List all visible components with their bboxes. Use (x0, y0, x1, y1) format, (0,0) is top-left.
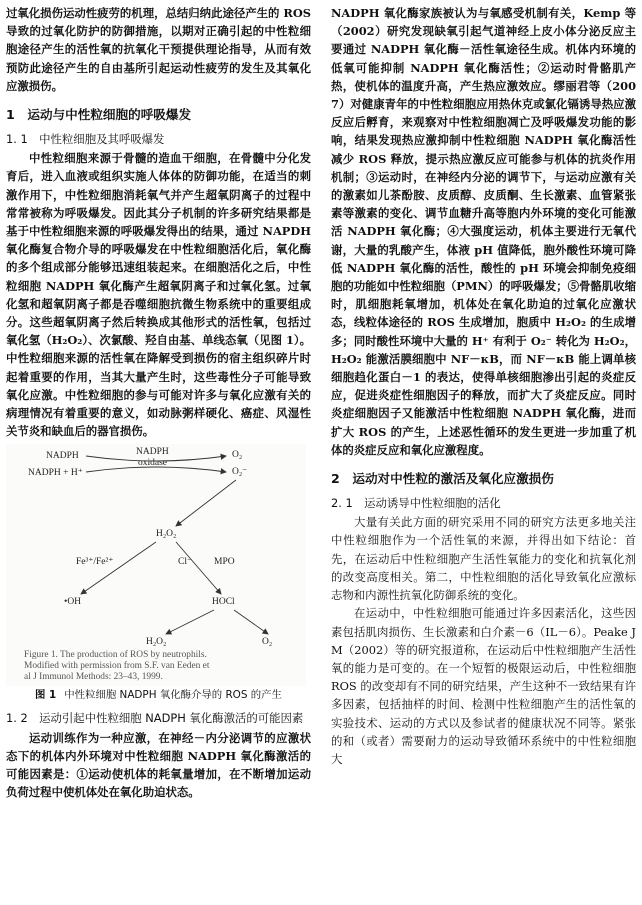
o2-label: O₂ (232, 450, 243, 461)
section-1-2-paragraph: 运动训练作为一种应激，在神经－内分泌调节的应激状态下的机体内外环境对中性粒细胞 NADPH 氧化酶激活的可能因素是：①运动使机体的耗氧量增加，在不断增加运动负荷过程中使机体处在氧化助迫状态。 (6, 730, 311, 800)
nadph-label: NADPH (46, 451, 79, 462)
oxidase-label-1: NADPH (136, 447, 169, 458)
figure-image-caption (24, 650, 294, 683)
arrow-h2o2-to-oh (81, 542, 156, 594)
h2o2-label: H₂O₂ (156, 529, 177, 540)
arrow-hocl-to-o2 (234, 610, 268, 634)
right-column (331, 4, 636, 768)
hocl-label: HOCl (212, 597, 235, 608)
superoxide-label: O₂⁻ (232, 467, 248, 478)
fe-label: Fe³⁺/Fe²⁺ (76, 557, 114, 568)
figure-1-caption-text: 中性粒细胞 NADPH 氧化酶介导的 ROS 的产生 (64, 689, 282, 702)
figure-1 (6, 444, 306, 686)
section-2-1-paragraph-2: 在运动中，中性粒细胞可能通过许多因素活化，这些因素包括肌肉损伤、生长激素和白介素－6（IL－6）。Peake JM（2002）等的研究报道称，在运动后中性粒细胞产生活性氧的能力是可变的。在一个短暂的极限运动后，中性粒细胞 ROS 的改变却有不同的研究结果，产生这种不一致结果有许多因素，包括抽样的时间、检测中性粒细胞产生的活性氧的实验技术、运动的方式以及参试者的健康状况不同等。紧张的和（或者）需要耐力的运动导致循环系统中的中性粒细胞大 (331, 606, 636, 766)
o2-bottom-label: O₂ (262, 637, 273, 648)
h2o2-bottom-label: H₂O₂ (146, 637, 167, 648)
arrow-superoxide-to-h2o2 (176, 480, 236, 526)
cl-label: Cl⁻ (178, 557, 192, 568)
arrow-h2o2-to-hocl (176, 542, 221, 594)
arrow-hocl-to-h2o2 (166, 610, 214, 634)
section-2-heading: 2 运动对中性粒的激活及氧化应激损伤 (331, 471, 554, 487)
oxidase-label-2: oxidase (138, 458, 168, 469)
figure-image-caption-line-2: Modified with permission from S.F. van Eeden et (24, 661, 210, 672)
section-2-1-heading: 2. 1 运动诱导中性粒细胞的活化 (331, 496, 501, 511)
section-1-1-heading: 1. 1 中性粒细胞及其呼吸爆发 (6, 132, 165, 147)
figure-image-caption-line-1: Figure 1. The production of ROS by neutrophils. (24, 650, 207, 661)
figure-image-caption-line-3: al J Immunol Methods: 23–43, 1999. (24, 672, 163, 683)
intro-paragraph: 过氧化损伤运动性疲劳的机理，总结归纳此途径产生的 ROS 导致的过氧化防护的防御措施，以期对正确引起的中性粒细胞途径产生的活性氧的抗氧化干预提供理论指导，从而有效预防此途径产生的自由基所引起运动性疲劳的发生及其氧化应激损伤。 (6, 6, 311, 93)
section-1-2-continued-paragraph: NADPH 氧化酶家族被认为与氧感受机制有关，Kemp 等（2002）研究发现缺氧引起气道神经上皮小体分泌反应主要通过 NADPH 氧化酶－活性氧途径生成。机体内环境的低氧可能抑制 NADPH 氧化酶活性；②运动时骨骼肌产热，使机体的温度升高，产生热应激效应。缪丽君等（2007）对健康青年的中性粒细胞应用热休克或氯化镉诱导热应激反应后孵育，来观察对中性粒细胞凋亡及呼吸爆发功能的影响，结果发现热应激抑制中性粒细胞 NADPH 氧化酶活性减少 ROS 释放，提示热应激反应可能参与机体的抗炎作用机制；③运动时，在神经内分泌的调节下，与运动应激有关的激素如儿茶酚胺、皮质醇、皮质酮、生长激素、血管紧张素等激素的变化、调节血糖升高等胞内外环境的变化可能激活 NADPH 氧化酶；④大强度运动，机体主要进行无氧代谢，大量的乳酸产生，体液 pH 值降低，胞外酸性环境可降低 NADPH 氧化酶的活性，酸性的 pH 环境会抑制免疫细胞的功能如中性粒细胞（PMN）的呼吸爆发；⑤骨骼肌收缩时，肌细胞耗氧增加，机体处在氧化助迫的过氧化应激状态，线粒体途径的 ROS 生成增加，胞质中 H₂O₂ 的生成增多；同时酸性环境中大量的 H⁺ 有利于 O₂⁻ 转化为 H₂O₂，H₂O₂ 能激活膜细胞中 NF－κB，而 NF－κB 能上调单核细胞趋化蛋白－1 的表达，使得单核细胞渗出引起的炎症反应，促进炎症性细胞因子的释放，而扩大了炎症反应。同时炎症细胞因子又能激活中性粒细胞 NADPH 氧化酶，进而扩大 ROS 的产生，上述恶性循环的发生更进一步加重了机体的炎症反应和氧化应激程度。 (331, 6, 636, 457)
section-1-1-paragraph: 中性粒细胞来源于骨髓的造血干细胞，在骨髓中分化发育后，进入血液或组织实施人体体的防御功能，在适当的刺激作用下，中性粒细胞消耗氧气并产生超氧阴离子的过程中常常被称为呼吸爆发。因此其分子机制的许多研究结果都是基于中性粒细胞来源的呼吸爆发得出的结果，通过 NAPDH 氧化酶复合物介导的呼吸爆发在中性粒细胞活化后，氧化酶的多个组成部分能够迅速组装起来。在细胞活化之后，中性粒细胞 NADPH 氧化酶产生超氧阴离子和过氧化氢。过氧化氢和超氧阴离子都是吞噬细胞抗微生物系统中的重要组成分。这些超氧阴离子然后转换成其他形式的活性氧，包括过氧化氢（H₂O₂）、次氯酸、羟自由基、单线态氧（见图 1）。中性粒细胞来源的活性氧在降解受到损伤的宿主组织碎片时起着重要的作用，当其大量产生时，这些毒性分子可能导致氧化应激。中性粒细胞的参与可能对许多与氧化应激有关的病理情况有着重要的意义，如动脉粥样硬化、癌症、风湿性关节炎和缺血后的器官损伤。 (6, 151, 311, 439)
section-1-heading: 1 运动与中性粒细胞的呼吸爆发 (6, 107, 192, 123)
figure-1-label: 图 1 (35, 689, 57, 702)
left-column (6, 4, 311, 801)
section-2-1-paragraph-1: 大量有关此方面的研究采用不同的研究方法更多地关注中性粒细胞作为一个活性氧的来源，并得出如下结论：首先，在运动后中性粒细胞产生活性氧能力的变化和抗氧化剂的改变高度相关。第二，中性粒细胞的活化导致氧化应激标志物和内源性抗氧化防御系统的变化。 (331, 515, 636, 603)
nadph-h-label: NADPH + H⁺ (28, 468, 83, 479)
figure-1-caption (6, 688, 311, 703)
hydroxyl-label: •OH (64, 597, 82, 608)
mpo-label: MPO (214, 557, 235, 568)
section-1-2-heading: 1. 2 运动引起中性粒细胞 NADPH 氧化酶激活的可能因素 (6, 711, 304, 726)
